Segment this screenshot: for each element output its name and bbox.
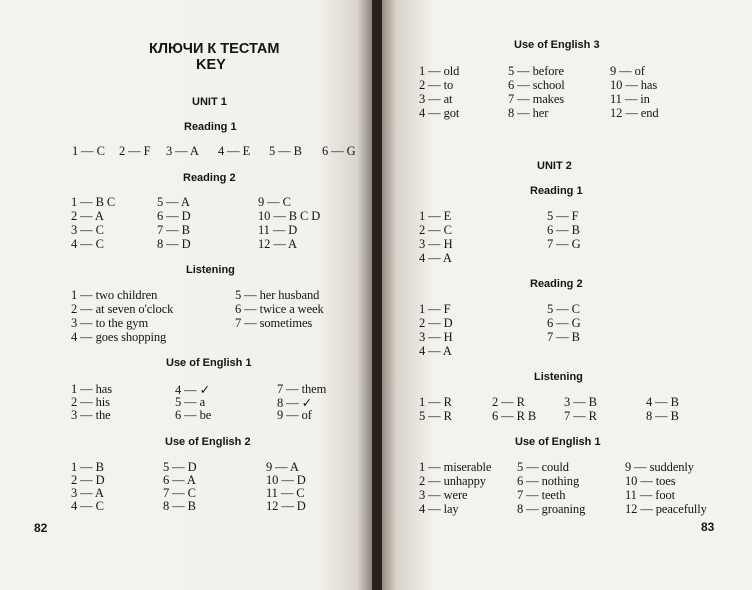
answer: 4 — ✓ [175, 383, 210, 397]
answer: 3 — C [71, 223, 104, 237]
use-of-english-2-heading: Use of English 2 [165, 436, 251, 448]
answer: 1 — old [419, 64, 460, 78]
answer: 5 — her husband [235, 288, 320, 302]
answer: 4 — A [419, 344, 452, 358]
answer: 4 — got [419, 106, 460, 120]
answer: 6 — D [157, 209, 191, 223]
answer: 5 — could [517, 460, 569, 474]
answer: 3 — the [71, 408, 111, 422]
answer: 3 — H [419, 330, 453, 344]
answer: 6 — A [163, 473, 196, 487]
answer: 10 — D [266, 473, 306, 487]
answer: 1 — F [419, 302, 451, 316]
answer: 5 — before [508, 64, 564, 78]
answer: 6 — twice a week [235, 302, 324, 316]
reading-1-heading: Reading 1 [530, 185, 583, 197]
reading-2-heading: Reading 2 [530, 278, 583, 290]
answer: 10 — has [610, 78, 658, 92]
listening-heading: Listening [186, 264, 235, 276]
book-spine [372, 0, 382, 590]
use-of-english-3-heading: Use of English 3 [514, 39, 600, 51]
answer: 2 — unhappy [419, 474, 486, 488]
answer: 8 — ✓ [277, 396, 312, 410]
answer: 1 — R [419, 395, 452, 409]
answer: 7 — B [157, 223, 190, 237]
answer: 8 — D [157, 237, 191, 251]
answer: 2 — at seven o'clock [71, 302, 174, 316]
page-subtitle: KEY [196, 57, 226, 73]
answer: 12 — D [266, 499, 306, 513]
answer: 5 — A [157, 195, 190, 209]
right-page [382, 0, 752, 590]
answer: 2 — A [71, 209, 104, 223]
answer: 3 — H [419, 237, 453, 251]
answer: 2 — D [419, 316, 453, 330]
answer: 4 — C [71, 237, 104, 251]
answer: 6 — nothing [517, 474, 580, 488]
reading-1-heading: Reading 1 [184, 121, 237, 133]
answer: 6 — G [547, 316, 581, 330]
answer: 3 — A [71, 486, 104, 500]
answer: 5 — a [175, 395, 206, 409]
answer: 12 — A [258, 237, 297, 251]
answer: 8 — groaning [517, 502, 586, 516]
answer: 9 — of [610, 64, 645, 78]
answer: 11 — foot [625, 488, 676, 502]
answer: 5 — R [419, 409, 452, 423]
page-number: 82 [34, 521, 48, 535]
unit-1-heading: UNIT 1 [192, 96, 227, 108]
answer: 10 — B C D [258, 209, 321, 223]
answer: 4 — E [218, 144, 251, 158]
answer: 6 — B [547, 223, 580, 237]
answer: 4 — lay [419, 502, 459, 516]
answer: 3 — were [419, 488, 468, 502]
answer: 10 — toes [625, 474, 676, 488]
answer: 2 — to [419, 78, 454, 92]
answer: 12 — peacefully [625, 502, 707, 516]
answer: 1 — C [72, 144, 105, 158]
answer: 7 — R [564, 409, 597, 423]
answer: 5 — F [547, 209, 579, 223]
use-of-english-1-heading: Use of English 1 [166, 357, 252, 369]
answer: 2 — D [71, 473, 105, 487]
answer: 5 — D [163, 460, 197, 474]
answer: 4 — C [71, 499, 104, 513]
answer: 2 — R [492, 395, 525, 409]
answer: 5 — B [269, 144, 302, 158]
answer: 1 — miserable [419, 460, 492, 474]
answer: 5 — C [547, 302, 580, 316]
answer: 9 — suddenly [625, 460, 694, 474]
answer: 7 — G [547, 237, 581, 251]
use-of-english-1-heading: Use of English 1 [515, 436, 601, 448]
answer: 3 — A [166, 144, 199, 158]
answer: 11 — C [266, 486, 305, 500]
answer: 11 — D [258, 223, 298, 237]
listening-heading: Listening [534, 371, 583, 383]
answer: 7 — them [277, 382, 327, 396]
answer: 8 — B [646, 409, 679, 423]
answer: 2 — C [419, 223, 452, 237]
answer: 9 — A [266, 460, 299, 474]
answer: 6 — school [508, 78, 565, 92]
answer: 3 — to the gym [71, 316, 149, 330]
answer: 3 — B [564, 395, 597, 409]
answer: 12 — end [610, 106, 659, 120]
answer: 6 — be [175, 408, 212, 422]
answer: 4 — A [419, 251, 452, 265]
answer: 1 — has [71, 382, 112, 396]
answer: 2 — F [119, 144, 151, 158]
answer: 6 — R B [492, 409, 537, 423]
answer: 1 — B [71, 460, 104, 474]
answer: 1 — B C [71, 195, 116, 209]
answer: 7 — sometimes [235, 316, 313, 330]
answer: 3 — at [419, 92, 453, 106]
answer: 6 — G [322, 144, 356, 158]
answer: 1 — two children [71, 288, 158, 302]
answer: 4 — B [646, 395, 679, 409]
answer: 7 — makes [508, 92, 565, 106]
answer: 2 — his [71, 395, 110, 409]
answer: 11 — in [610, 92, 650, 106]
answer: 8 — her [508, 106, 549, 120]
answer: 7 — teeth [517, 488, 566, 502]
answer: 9 — of [277, 408, 312, 422]
reading-2-heading: Reading 2 [183, 172, 236, 184]
unit-2-heading: UNIT 2 [537, 160, 572, 172]
page-number: 83 [701, 520, 715, 534]
answer: 8 — B [163, 499, 196, 513]
answer: 1 — E [419, 209, 452, 223]
answer: 7 — C [163, 486, 196, 500]
answer: 4 — goes shopping [71, 330, 167, 344]
answer: 7 — B [547, 330, 580, 344]
page-title: КЛЮЧИ К ТЕСТАМ [149, 41, 280, 57]
left-page [0, 0, 372, 590]
answer: 9 — C [258, 195, 291, 209]
